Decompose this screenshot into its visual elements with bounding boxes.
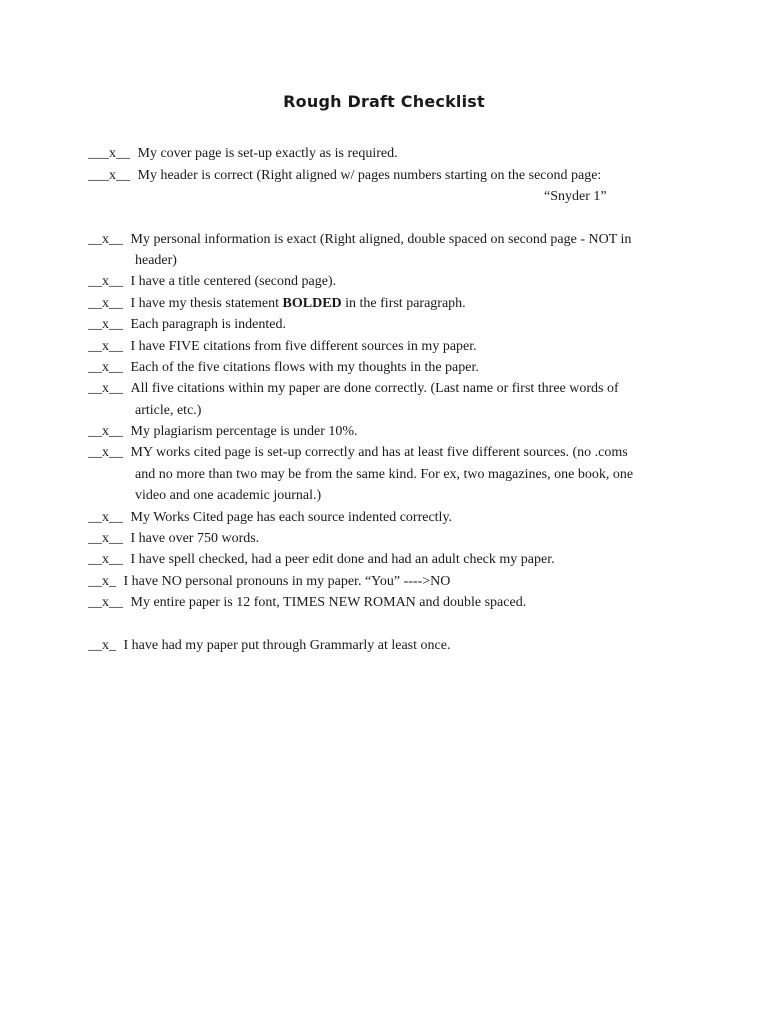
checklist-item [88,358,479,378]
item-text: I have FIVE citations from five different sources in my paper. [130,339,477,354]
check-mark: __x_ [88,574,116,589]
item-text-continued: article, etc.) [135,403,202,418]
check-mark: __x_ [88,638,116,653]
check-mark: ___x__ [88,146,130,161]
checklist-item [88,379,619,399]
checklist-item [88,572,450,592]
checklist-item [88,230,631,250]
checklist-item [88,529,259,549]
checklist-item [88,294,466,314]
check-mark: __x__ [88,274,123,289]
item-text: I have a title centered (second page). [130,274,337,289]
item-text: Each of the five citations flows with my thoughts in the paper. [130,360,479,375]
item-text: I have NO personal pronouns in my paper. “You” ---->NO [123,574,451,589]
checklist-item [88,272,336,292]
checklist-item [88,144,398,164]
check-mark: __x__ [88,424,123,439]
item-text: My header is correct (Right aligned w/ pages numbers starting on the second page: [137,168,602,183]
check-mark: __x__ [88,445,123,460]
item-text: My personal information is exact (Right aligned, double spaced on second page - NOT in [130,232,632,247]
item-text: I have spell checked, had a peer edit done and had an adult check my paper. [130,552,555,567]
item-text: Each paragraph is indented. [130,317,286,332]
checklist-item [88,636,450,656]
checklist-item [88,166,601,186]
item-text: My plagiarism percentage is under 10%. [130,424,358,439]
item-text-continued: and no more than two may be from the same kind. For ex, two magazines, one book, one [135,467,634,482]
item-text: MY works cited page is set-up correctly and has at least five different sources. (no .coms [130,445,628,460]
check-mark: __x__ [88,531,123,546]
item-text [131,296,466,311]
checklist-item [88,443,628,463]
check-mark: __x__ [88,232,123,247]
item-text-continued: video and one academic journal.) [135,488,322,503]
check-mark: __x__ [88,317,123,332]
item-text: My Works Cited page has each source indented correctly. [130,510,453,525]
checklist-item [88,550,555,570]
item-text: I have over 750 words. [130,531,260,546]
checklist-item [88,315,286,335]
item-text: I have had my paper put through Grammarly at least once. [123,638,451,653]
page-title: Rough Draft Checklist [283,92,485,111]
check-mark: __x__ [88,552,123,567]
item-text-part: in the first paragraph. [341,296,466,311]
item-text: My cover page is set-up exactly as is required. [137,146,398,161]
item-text: All five citations within my paper are done correctly. (Last name or first three words of [130,381,619,396]
check-mark: __x__ [88,381,123,396]
checklist-item [88,422,358,442]
item-text: My entire paper is 12 font, TIMES NEW ROMAN and double spaced. [130,595,527,610]
check-mark: __x__ [88,360,123,375]
item-text-part: I have my thesis statement [130,296,283,311]
header-example: “Snyder 1” [544,189,607,204]
checklist-item [88,508,452,528]
checklist-item [88,593,526,613]
check-mark: __x__ [88,510,123,525]
check-mark: ___x__ [88,168,130,183]
check-mark: __x__ [88,595,123,610]
check-mark: __x__ [88,296,123,311]
check-mark: __x__ [88,339,123,354]
checklist-item [88,337,477,357]
item-text-continued: header) [135,253,177,268]
item-text-bold: BOLDED [282,296,342,311]
